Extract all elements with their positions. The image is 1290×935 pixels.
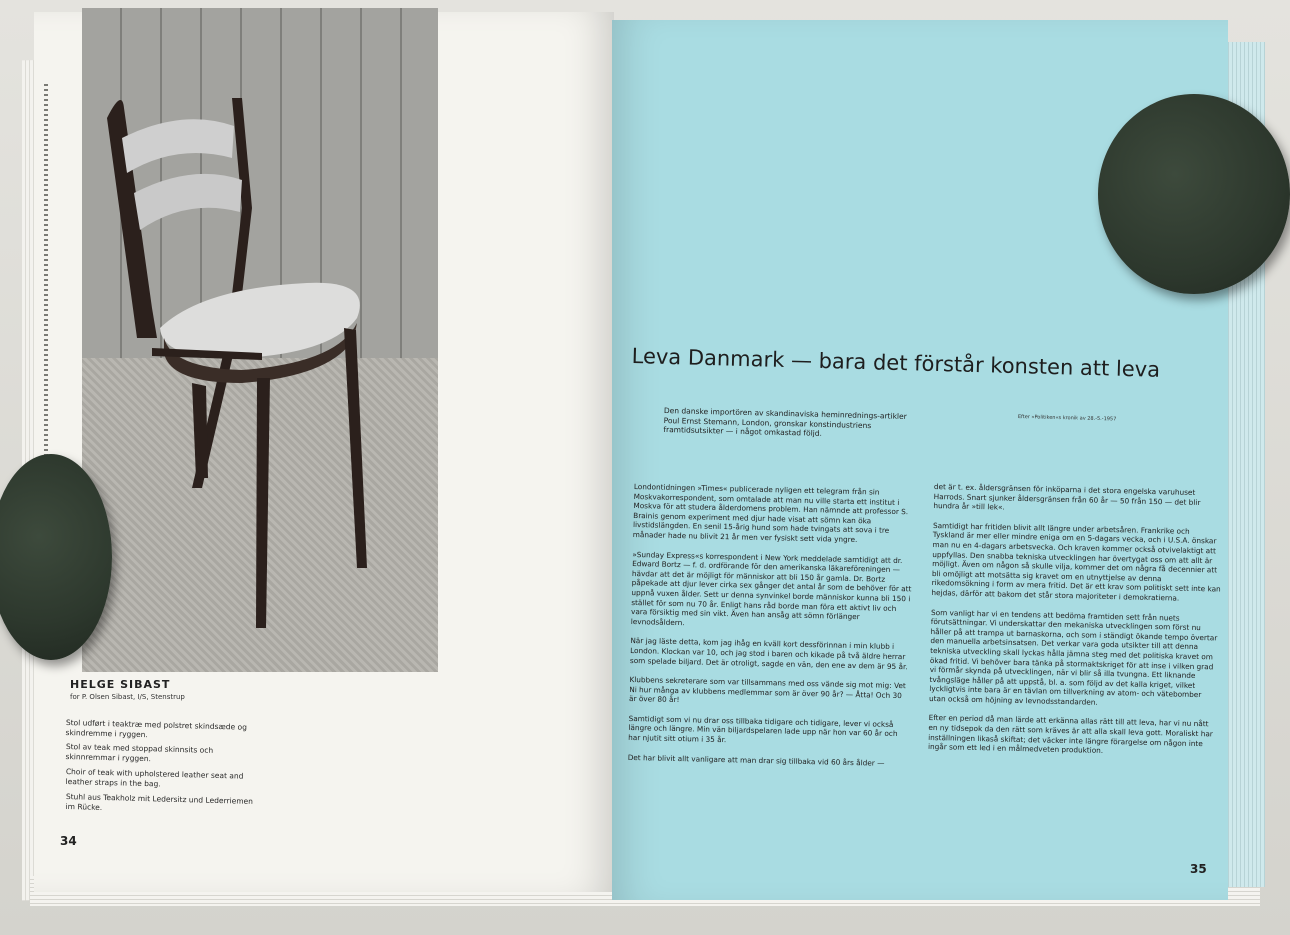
article-column-left: [627, 482, 916, 779]
article-headline: Leva Danmark — bara det förstår konsten att leva: [631, 344, 1161, 382]
paragraph: Samtidigt som vi nu drar oss tillbaka tidigare och tidigare, lever vi också längre och längre. Min vän biljardspelaren lade upp när hon var 60 år och har njutit sitt otium i 35 år.: [628, 713, 898, 745]
designer-name: HELGE SIBAST: [70, 678, 171, 691]
paperweight-right: [1098, 94, 1290, 294]
chair-photo: [82, 8, 438, 672]
caption-danish: Stol udført i teaktræ med polstret skindsæde og skindremme i ryggen.: [65, 718, 248, 740]
page-number-left: 34: [60, 834, 77, 848]
manufacturer-line: for P. Olsen Sibast, I/S, Stenstrup: [70, 693, 185, 701]
page-number-right: 35: [1190, 862, 1207, 876]
caption-english: Choir of teak with upholstered leather seat and leather straps in the bag.: [65, 767, 244, 789]
paragraph: Efter en period då man lärde att erkänna allas rätt till att leva, har vi nu nått en ny tidsepok da den rätt som kräves är att alla skall leva gott. Moraliskt har inställningen likaså skiftat; det väcker inte längre förargelse om någon inte ingår som ett led i en målmedveten produktion.: [927, 713, 1213, 756]
article-column-right: [928, 482, 1224, 768]
paragraph: Klubbens sekreterare som var tillsammans med oss vände sig mot mig: Vet Ni hur många av klubbens medlemmar som är över 90 år? — Åtta! Och 30 är över 80 år!: [628, 675, 906, 705]
paragraph: Londontidningen »Times« publicerade nyligen ett telegram från sin Moskvakorrespondent, som omtalade att man nu ville starta ett institut i Moskva för att studera ålderdomens problem. Han nämnde att professor S. Brainis genom experiment med djur hade visat att sömn kan öka livstidslängden. En senil 15-årig hund som hade tvingats att sova i tre månader hade nu blivit 21 år men ver fysiskt sett vida yngre.: [632, 482, 909, 545]
paragraph: det är t. ex. åldersgränsen för inköparna i det stora engelska varuhuset Harrods. Snart sjunker åldersgränsen från 60 år — 50 från 150 — det blir hundra år »till lek«.: [933, 482, 1201, 512]
paragraph: Som vanligt har vi en tendens att bedöma framtiden sett från nuets förutsättningar. Vi underskattar den mekaniska utvecklingen som först nu håller på att trampa ut barnaskorna, och som i ständigt ökande tempo övertar den manuella arbetsinsatsen. Det verkar vara goda utsikter till att denna tekniska utveckling skall lyckas hålla jämna steg med det politiska kravet om ökad fritid. Vi behöver bara tänka på stormaktskriget för att inse i vilken grad vi förmår skynda på utvecklingen, när vi blir så illa tvungna. Ett liknande tvångsläge håller på att uppstå, bl. a. som följd av det kalla kriget, vilket lyckligtvis inte bara är en tävlan om tillverkning av atom- och vätebomber utan också om höjning av levnodsstandarden.: [928, 607, 1218, 707]
caption-swedish: Stol av teak med stoppad skinnsits och skinnremmar i ryggen.: [65, 742, 214, 764]
paragraph: »Sunday Express«s korrespondent i New York meddelade samtidigt att dr. Edward Bortz — f. d. ordförande för den amerikanska läkareföreningen — hävdar att det är möjligt för människor att bli 150 år gamla. Dr. Bortz påpekade att djur lever cirka sex gånger det antal år som de behöver för att uppnå vuxen ålder. Sett ur denna synvinkel borde människor kunna bli 150 i stället för som nu 70 år. Enligt hans råd borde man föra ett aktivt liv och vara försiktig med sin vikt. Även han ansåg att sömn förlänger levnodsåldern.: [630, 549, 912, 627]
paragraph: Det har blivit allt vanligare att man drar sig tillbaka vid 60 års ålder —: [627, 752, 885, 768]
article-intro: Den danske importören av skandinaviska heminrednings-artikler Poul Ernst Stemann, London, gronskar konstindustriens framtidsutsikter — i något omkastad följd.: [663, 406, 907, 438]
chair-illustration: [82, 8, 438, 672]
paragraph: När jag läste detta, kom jag ihåg en kväll kort dessförinnan i min klubb i London. Klockan var 10, och jag stod i baren och kikade på två äldre herrar som spelade biljard. Det är otroligt, sagde en vän, den ene av dem är 95 år.: [629, 636, 908, 671]
article-source: Efter »Politiken«s kronik av 28.-5.-1957: [1017, 414, 1117, 423]
paragraph: Samtidigt har fritiden blivit allt längre under arbetsåren. Frankrike och Tyskland är mer eller mindre eniga om en 5-dagars vecka, och i U.S.A. önskar man nu en 4-dagars arbetsvecka. Och kraven kommer också otvivelaktigt att uppfyllas. Den snabba tekniska utvecklingen har övertygat oss om att allt är möjligt. Även om någon så skulle vilja, kommer det om några få decennier att bli omöjligt att motsätta sig kravet om en utnyttjelse av denna rikedomsökning i form av mera fritid. Det är ett krav som politiskt sett inte kan hejdas, därför att bakom det står stora majoriteter i demokratierna.: [931, 520, 1221, 603]
caption-german: Stuhl aus Teakholz mit Ledersitz und Lederriemen im Rücke.: [65, 792, 254, 812]
